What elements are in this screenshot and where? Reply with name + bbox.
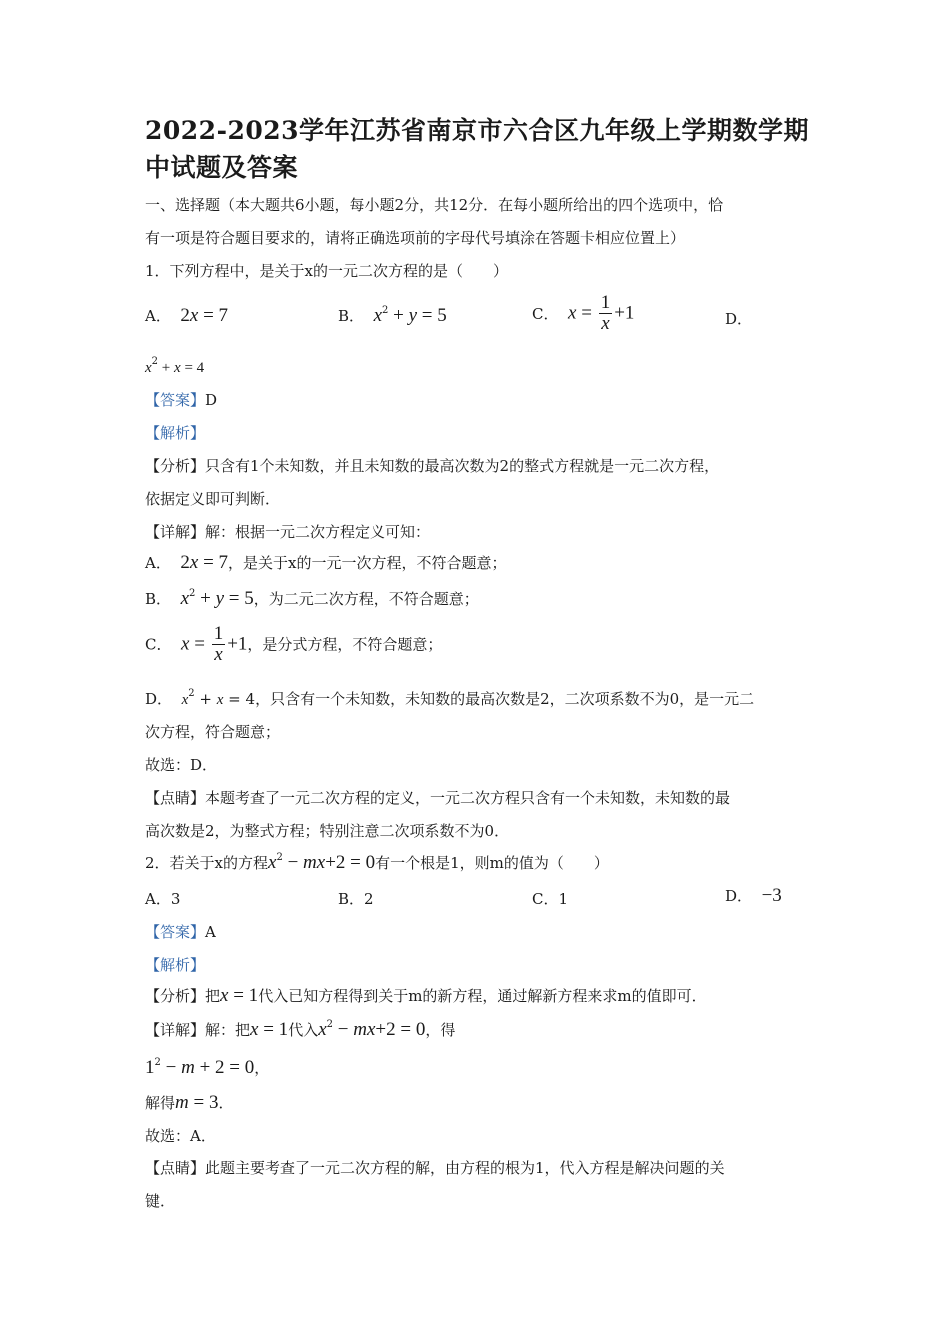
q1-detail-a: A． 2x = 7，是关于x的一元一次方程，不符合题意； — [145, 552, 507, 573]
q1-fenxi-line-1: 【分析】只含有1个未知数，并且未知数的最高次数为2的整式方程就是一元二次方程， — [145, 457, 720, 475]
q1-analysis-tag: 【解析】 — [145, 424, 206, 442]
q1-detail: 【详解】解：根据一元二次方程定义可知： — [145, 523, 431, 541]
q2-option-a: A．3 — [145, 890, 181, 908]
q1-option-a: A． 2x = 7 — [145, 305, 229, 326]
section-intro-line-2: 有一项是符合题目要求的，请将正确选项前的字母代号填涂在答题卡相应位置上） — [145, 229, 686, 247]
q1-choose: 故选：D． — [145, 756, 218, 774]
document-title: 2022-2023学年江苏省南京市六合区九年级上学期数学期中试题及答案 — [145, 116, 810, 182]
q2-option-d: D． −3 — [725, 885, 782, 906]
q1-option-d-label: D． — [725, 310, 753, 328]
q1-option-d-equation: $x^2 + x = 4$ — [145, 356, 205, 376]
q1-fenxi-line-2: 依据定义即可判断． — [145, 490, 281, 508]
q2-analysis-tag: 【解析】 — [145, 956, 206, 974]
q1-option-c: C． x = $\frac{1}{x}$ +1 — [532, 292, 635, 334]
q2-fenxi: 【分析】把x = 1代入已知方程得到关于m的新方程，通过解新方程来求m的值即可． — [145, 985, 707, 1006]
q1-detail-c: C． x = $\frac{1}{x}$ +1，是分式方程，不符合题意； — [145, 623, 443, 665]
q1-dianjing-line-2: 高次数是2，为整式方程；特别注意二次项系数不为0． — [145, 822, 510, 840]
q1-detail-b: B． $x^2 + y = 5$，为二元二次方程，不符合题意； — [145, 588, 479, 609]
q1-detail-d-cont: 次方程，符合题意； — [145, 723, 281, 741]
q2-answer: 【答案】A — [145, 923, 216, 941]
q2-choose: 故选：A． — [145, 1127, 216, 1145]
q2-step: $1^2 - m + 2 = 0$， — [145, 1057, 270, 1078]
answer-tag: 【答案】 — [145, 391, 206, 409]
q2-dianjing-line-1: 【点睛】此题主要考查了一元二次方程的解，由方程的根为1，代入方程是解决问题的关 — [145, 1159, 725, 1177]
q2-solve: 解得m = 3． — [145, 1092, 234, 1113]
q2-dianjing-line-2: 键． — [145, 1192, 176, 1210]
q2-stem: 2．若关于x的方程$x^2 - mx+2 = 0$有一个根是1，则m的值为（ ） — [145, 852, 609, 873]
q2-option-c: C．1 — [532, 890, 569, 908]
q2-detail: 【详解】解：把x = 1代入$x^2 - mx+2 = 0$，得 — [145, 1019, 456, 1040]
q1-dianjing-line-1: 【点睛】本题考查了一元二次方程的定义，一元二次方程只含有一个未知数，未知数的最 — [145, 789, 731, 807]
q1-stem: 1．下列方程中，是关于x的一元二次方程的是（ ） — [145, 262, 509, 280]
q2-option-b: B．2 — [338, 890, 374, 908]
q1-option-b: B． $x^2 + y = 5$ — [338, 305, 447, 326]
answer-tag: 【答案】 — [145, 923, 206, 941]
q1-detail-d: D． $x^2 + x = 4$，只含有一个未知数，未知数的最高次数是2，二次项系数不为0，是一元二 — [145, 688, 755, 708]
section-intro-line-1: 一、选择题（本大题共6小题，每小题2分，共12分．在每小题所给出的四个选项中，恰 — [145, 196, 724, 214]
q1-answer: 【答案】D — [145, 391, 218, 409]
